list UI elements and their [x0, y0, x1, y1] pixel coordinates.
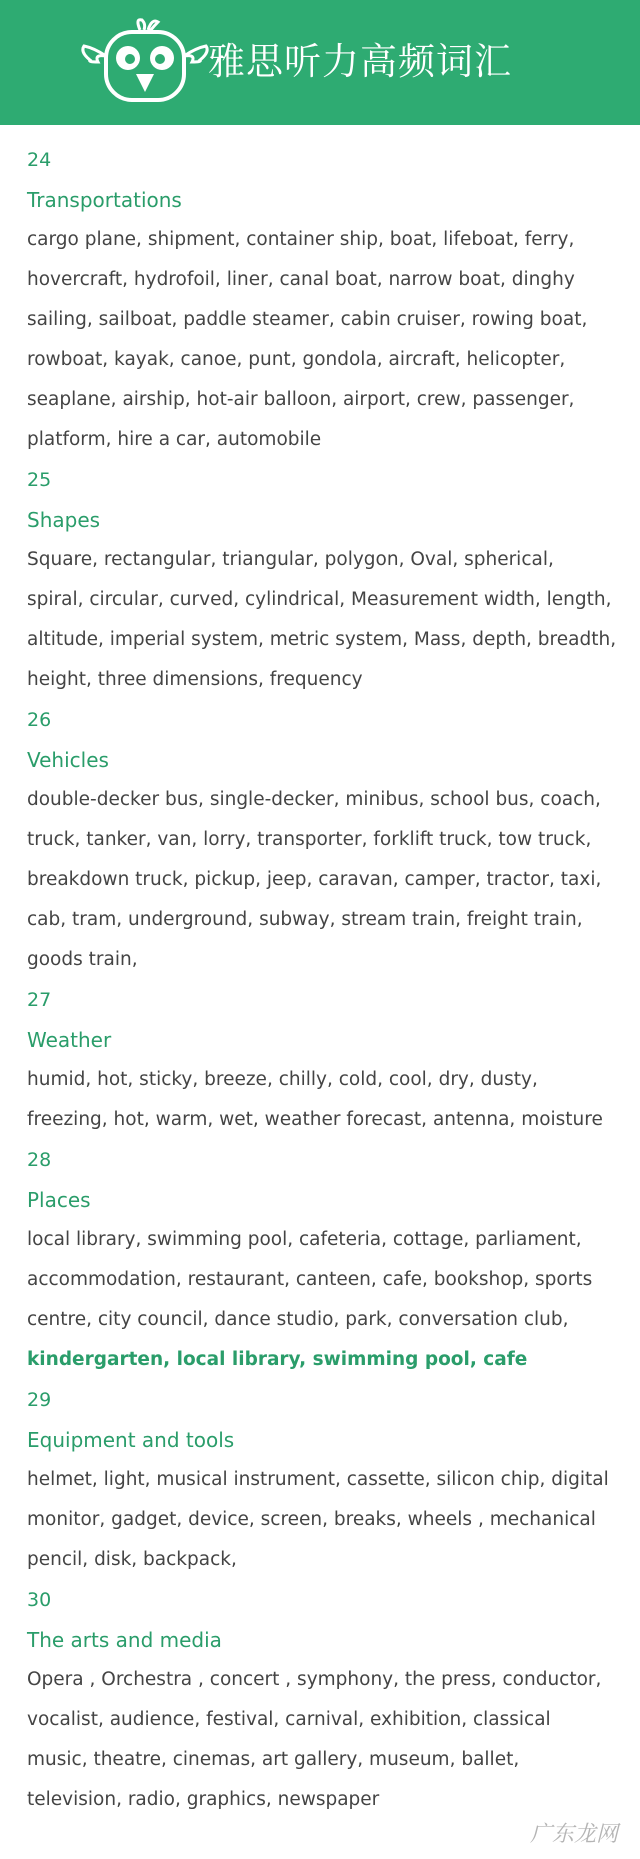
section-number: 29: [27, 1389, 52, 1411]
section-number: 30: [27, 1589, 52, 1611]
section-heading: Shapes: [27, 508, 101, 532]
vocab-line: centre, city council, dance studio, park, conversation club,: [27, 1309, 569, 1330]
vocab-line: altitude, imperial system, metric system, Mass, depth, breadth,: [27, 629, 617, 650]
section-heading: Places: [27, 1188, 91, 1212]
vocab-line: vocalist, audience, festival, carnival, exhibition, classical: [27, 1709, 551, 1730]
vocab-line: spiral, circular, curved, cylindrical, Measurement width, length,: [27, 589, 612, 610]
highlighted-vocab-line: kindergarten, local library, swimming pool, cafe: [27, 1349, 528, 1370]
vocab-line: freezing, hot, warm, wet, weather forecast, antenna, moisture: [27, 1109, 603, 1130]
vocab-line: music, theatre, cinemas, art gallery, museum, ballet,: [27, 1749, 520, 1770]
watermark-logo-icon: [516, 1811, 632, 1855]
vocab-line: Opera , Orchestra , concert , symphony, the press, conductor,: [27, 1669, 602, 1690]
vocabulary-list: [27, 140, 627, 1820]
vocab-line: pencil, disk, backpack,: [27, 1549, 237, 1570]
vocab-line: sailing, sailboat, paddle steamer, cabin cruiser, rowing boat,: [27, 309, 588, 330]
vocab-line: height, three dimensions, frequency: [27, 669, 363, 690]
vocab-line: truck, tanker, van, lorry, transporter, forklift truck, tow truck,: [27, 829, 592, 850]
section-heading: Vehicles: [27, 748, 109, 772]
vocab-line: breakdown truck, pickup, jeep, caravan, camper, tractor, taxi,: [27, 869, 602, 890]
section-number: 24: [27, 149, 52, 171]
bird-mascot-icon: [80, 16, 210, 106]
vocab-line: hovercraft, hydrofoil, liner, canal boat, narrow boat, dinghy: [27, 269, 575, 290]
vocab-line: rowboat, kayak, canoe, punt, gondola, aircraft, helicopter,: [27, 349, 566, 370]
vocab-line: platform, hire a car, automobile: [27, 429, 322, 450]
vocab-line: accommodation, restaurant, canteen, cafe, bookshop, sports: [27, 1269, 593, 1290]
vocab-line: humid, hot, sticky, breeze, chilly, cold, cool, dry, dusty,: [27, 1069, 538, 1090]
section-heading: Equipment and tools: [27, 1428, 235, 1452]
vocab-line: goods train,: [27, 949, 138, 970]
vocab-line: Square, rectangular, triangular, polygon, Oval, spherical,: [27, 549, 554, 570]
page-title: 雅思听力高频词汇: [208, 40, 512, 83]
section-heading: Transportations: [27, 188, 182, 212]
section-number: 25: [27, 469, 52, 491]
section-heading: Weather: [27, 1028, 112, 1052]
section-number: 28: [27, 1149, 52, 1171]
section-number: 26: [27, 709, 52, 731]
section-heading: The arts and media: [27, 1628, 222, 1652]
page-header: [0, 0, 640, 125]
section-number: 27: [27, 989, 52, 1011]
vocab-line: cab, tram, underground, subway, stream train, freight train,: [27, 909, 583, 930]
vocab-line: television, radio, graphics, newspaper: [27, 1789, 380, 1810]
vocab-line: cargo plane, shipment, container ship, boat, lifeboat, ferry,: [27, 229, 575, 250]
vocab-line: helmet, light, musical instrument, cassette, silicon chip, digital: [27, 1469, 609, 1490]
vocab-line: double-decker bus, single-decker, minibus, school bus, coach,: [27, 789, 601, 810]
svg-text:广东龙网: 广东龙网: [529, 1822, 619, 1847]
vocab-line: monitor, gadget, device, screen, breaks, wheels , mechanical: [27, 1509, 596, 1530]
vocab-line: local library, swimming pool, cafeteria, cottage, parliament,: [27, 1229, 582, 1250]
vocab-line: seaplane, airship, hot-air balloon, airport, crew, passenger,: [27, 389, 575, 410]
